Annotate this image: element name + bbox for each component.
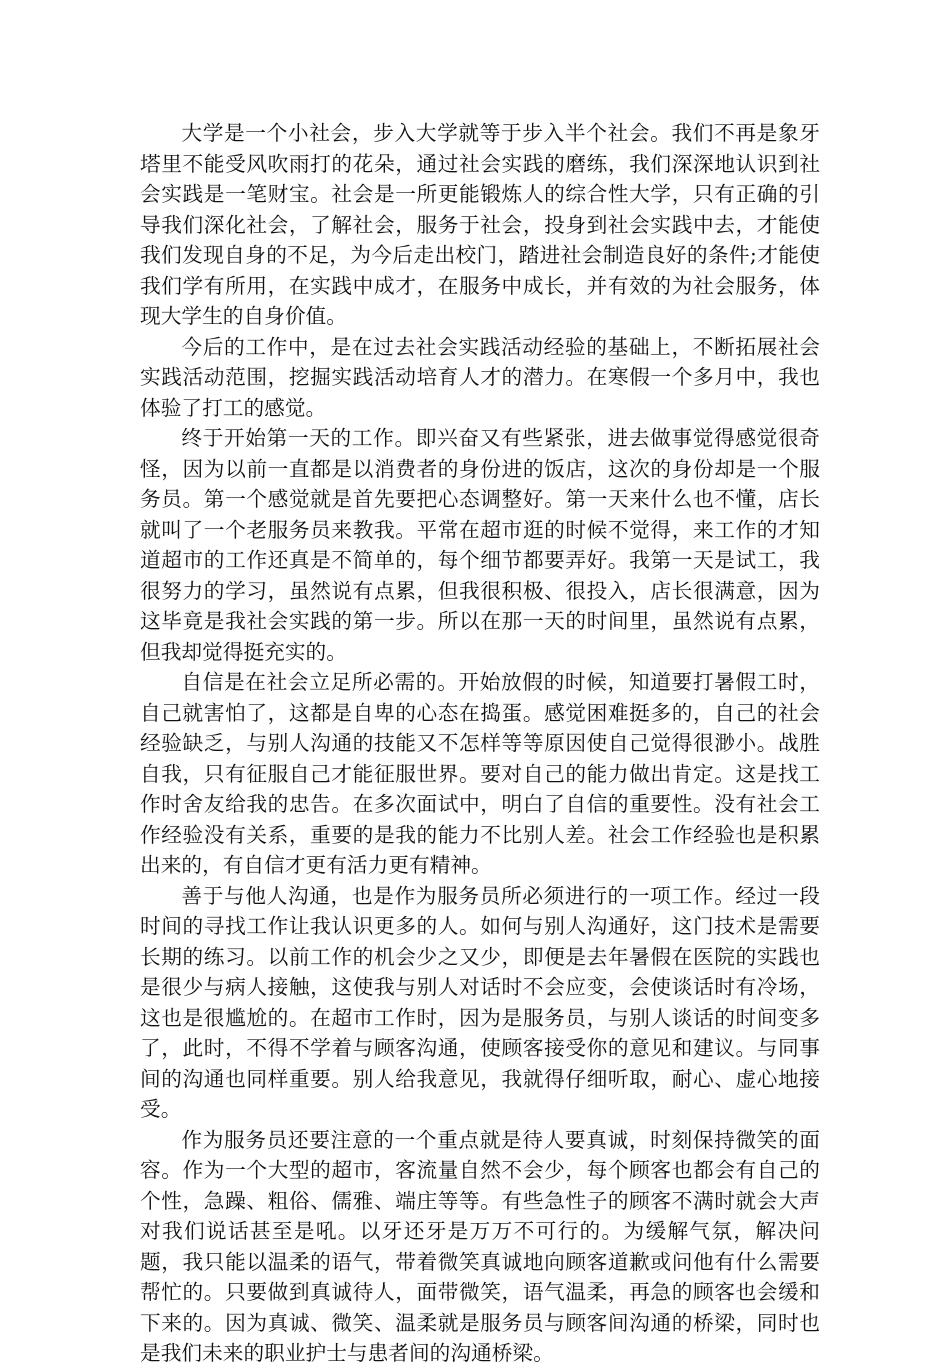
document-body <box>140 118 820 1369</box>
paragraph-3: 终于开始第一天的工作。即兴奋又有些紧张，进去做事觉得感觉很奇怪，因为以前一直都是以消费者的身份进的饭店，这次的身份却是一个服务员。第一个感觉就是首先要把心态调整好。第一天来什么也不懂，店长就叫了一个老服务员来教我。平常在超市逛的时候不觉得，来工作的才知道超市的工作还真是不简单的，每个细节都要弄好。我第一天是试工，我很努力的学习，虽然说有点累，但我很积极、很投入，店长很满意，因为这毕竟是我社会实践的第一步。所以在那一天的时间里，虽然说有点累，但我却觉得挺充实的。 <box>140 426 820 664</box>
paragraph-4: 自信是在社会立足所必需的。开始放假的时候，知道要打暑假工时，自己就害怕了，这都是自卑的心态在捣蛋。感觉困难挺多的，自己的社会经验缺乏，与别人沟通的技能又不怎样等等原因使自己觉得很渺小。战胜自我，只有征服自己才能征服世界。要对自己的能力做出肯定。这是找工作时舍友给我的忠告。在多次面试中，明白了自信的重要性。没有社会工作经验没有关系，重要的是我的能力不比别人差。社会工作经验也是积累出来的，有自信才更有活力更有精神。 <box>140 670 820 877</box>
paragraph-1: 大学是一个小社会，步入大学就等于步入半个社会。我们不再是象牙塔里不能受风吹雨打的花朵，通过社会实践的磨练，我们深深地认识到社会实践是一笔财宝。社会是一所更能锻炼人的综合性大学，只有正确的引导我们深化社会，了解社会，服务于社会，投身到社会实践中去，才能使我们发现自身的不足，为今后走出校门，踏进社会制造良好的条件;才能使我们学有所用，在实践中成才，在服务中成长，并有效的为社会服务，体现大学生的自身价值。 <box>140 121 820 328</box>
paragraph-2: 今后的工作中，是在过去社会实践活动经验的基础上，不断拓展社会实践活动范围，挖掘实践活动培育人才的潜力。在寒假一个多月中，我也体验了打工的感觉。 <box>140 334 820 420</box>
paragraph-6: 作为服务员还要注意的一个重点就是待人要真诚，时刻保持微笑的面容。作为一个大型的超市，客流量自然不会少，每个顾客也都会有自己的个性，急躁、粗俗、儒雅、端庄等等。有些急性子的顾客不满时就会大声对我们说话甚至是吼。以牙还牙是万万不可行的。为缓解气氛，解决问题，我只能以温柔的语气，带着微笑真诚地向顾客道歉或问他有什么需要帮忙的。只要做到真诚待人，面带微笑，语气温柔，再急的顾客也会缓和下来的。因为真诚、微笑、温柔就是服务员与顾客间沟通的桥梁，同时也是我们未来的职业护士与患者间的沟通桥梁。 <box>140 1127 820 1365</box>
paragraph-5: 善于与他人沟通，也是作为服务员所必须进行的一项工作。经过一段时间的寻找工作让我认识更多的人。如何与别人沟通好，这门技术是需要长期的练习。以前工作的机会少之又少，即便是去年暑假在医院的实践也是很少与病人接触，这使我与别人对话时不会应变，会使谈话时有冷场，这也是很尴尬的。在超市工作时，因为是服务员，与别人谈话的时间变多了，此时，不得不学着与顾客沟通，使顾客接受你的意见和建议。与同事间的沟通也同样重要。别人给我意见，我就得仔细听取，耐心、虚心地接受。 <box>140 883 820 1121</box>
